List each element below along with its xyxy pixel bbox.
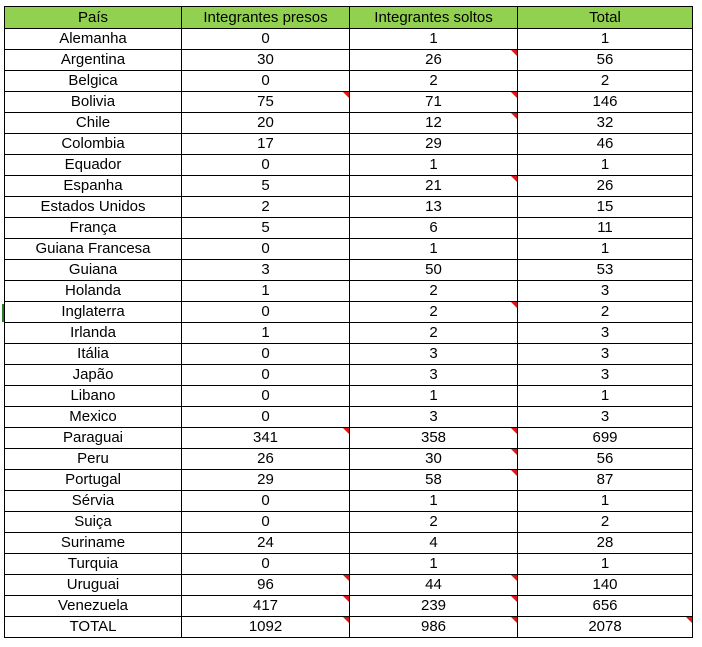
soltos-cell[interactable]: 2 — [350, 302, 518, 323]
header-cell-integrantes-soltos[interactable]: Integrantes soltos — [350, 7, 518, 29]
presos-cell[interactable]: 0 — [182, 302, 350, 323]
table-row — [5, 176, 693, 197]
total-cell[interactable]: 15 — [518, 197, 693, 218]
table-row — [5, 323, 693, 344]
table-row — [5, 218, 693, 239]
total-cell[interactable]: 1 — [518, 491, 693, 512]
table-row — [5, 281, 693, 302]
soltos-cell[interactable]: 3 — [350, 407, 518, 428]
presos-cell[interactable]: 0 — [182, 407, 350, 428]
presos-cell[interactable]: 5 — [182, 176, 350, 197]
soltos-cell[interactable]: 29 — [350, 134, 518, 155]
total-cell[interactable]: 1 — [518, 554, 693, 575]
country-cell[interactable]: Inglaterra — [5, 302, 182, 323]
table-row — [5, 29, 693, 50]
country-cell[interactable]: França — [5, 218, 182, 239]
presos-cell[interactable]: 0 — [182, 365, 350, 386]
soltos-cell[interactable]: 13 — [350, 197, 518, 218]
soltos-cell[interactable]: 71 — [350, 92, 518, 113]
soltos-cell[interactable]: 2 — [350, 71, 518, 92]
table-row — [5, 533, 693, 554]
country-cell[interactable]: Chile — [5, 113, 182, 134]
total-cell[interactable]: 32 — [518, 113, 693, 134]
table-row — [5, 512, 693, 533]
soltos-cell[interactable]: 1 — [350, 239, 518, 260]
presos-cell[interactable]: 0 — [182, 554, 350, 575]
soltos-cell[interactable]: 26 — [350, 50, 518, 71]
soltos-cell[interactable]: 239 — [350, 596, 518, 617]
country-cell[interactable]: Sérvia — [5, 491, 182, 512]
soltos-cell[interactable]: 2 — [350, 512, 518, 533]
total-cell[interactable]: 140 — [518, 575, 693, 596]
presos-cell[interactable]: 0 — [182, 386, 350, 407]
presos-cell[interactable]: 0 — [182, 239, 350, 260]
presos-cell[interactable]: 0 — [182, 491, 350, 512]
presos-cell[interactable]: 1 — [182, 281, 350, 302]
total-cell[interactable]: 56 — [518, 50, 693, 71]
table-row — [5, 50, 693, 71]
table-body — [5, 29, 693, 638]
table-row — [5, 113, 693, 134]
country-cell[interactable]: Belgica — [5, 71, 182, 92]
presos-cell[interactable]: 0 — [182, 512, 350, 533]
table-row — [5, 197, 693, 218]
total-cell[interactable]: 2 — [518, 71, 693, 92]
presos-cell[interactable]: 0 — [182, 155, 350, 176]
presos-cell[interactable]: 2 — [182, 197, 350, 218]
total-cell[interactable]: 3 — [518, 365, 693, 386]
table-row — [5, 302, 693, 323]
country-cell[interactable]: Guiana — [5, 260, 182, 281]
country-cell[interactable]: Bolivia — [5, 92, 182, 113]
total-cell[interactable]: 1 — [518, 29, 693, 50]
presos-cell[interactable]: 30 — [182, 50, 350, 71]
country-cell[interactable]: Venezuela — [5, 596, 182, 617]
country-cell[interactable]: Espanha — [5, 176, 182, 197]
country-cell[interactable]: Uruguai — [5, 575, 182, 596]
soltos-cell[interactable]: 1 — [350, 386, 518, 407]
country-cell[interactable]: Guiana Francesa — [5, 239, 182, 260]
soltos-cell[interactable]: 44 — [350, 575, 518, 596]
presos-cell[interactable]: 96 — [182, 575, 350, 596]
soltos-cell[interactable]: 1 — [350, 29, 518, 50]
table-row — [5, 134, 693, 155]
presos-cell[interactable]: 26 — [182, 449, 350, 470]
soltos-cell[interactable]: 1 — [350, 155, 518, 176]
soltos-cell[interactable]: 6 — [350, 218, 518, 239]
table-row — [5, 71, 693, 92]
table-row — [5, 596, 693, 617]
table-row — [5, 155, 693, 176]
presos-cell[interactable]: 75 — [182, 92, 350, 113]
table-row — [5, 92, 693, 113]
presos-cell[interactable]: 17 — [182, 134, 350, 155]
country-cell[interactable]: Argentina — [5, 50, 182, 71]
country-cell[interactable]: Portugal — [5, 470, 182, 491]
presos-cell[interactable]: 0 — [182, 344, 350, 365]
country-cell[interactable]: Suiça — [5, 512, 182, 533]
table-row — [5, 491, 693, 512]
soltos-cell[interactable]: 1 — [350, 491, 518, 512]
country-cell[interactable]: Colombia — [5, 134, 182, 155]
soltos-cell[interactable]: 1 — [350, 554, 518, 575]
country-cell[interactable]: Itália — [5, 344, 182, 365]
table-row — [5, 239, 693, 260]
soltos-cell[interactable]: 3 — [350, 344, 518, 365]
presos-cell[interactable]: 417 — [182, 596, 350, 617]
soltos-cell[interactable]: 2 — [350, 281, 518, 302]
total-cell[interactable]: 3 — [518, 281, 693, 302]
total-cell[interactable]: 28 — [518, 533, 693, 554]
total-cell[interactable]: 3 — [518, 323, 693, 344]
country-cell[interactable]: Irlanda — [5, 323, 182, 344]
presos-cell[interactable]: 1092 — [182, 617, 350, 638]
total-cell[interactable]: 2 — [518, 512, 693, 533]
table-row — [5, 260, 693, 281]
total-cell[interactable]: 87 — [518, 470, 693, 491]
table-row — [5, 554, 693, 575]
table-row — [5, 428, 693, 449]
country-cell[interactable]: Peru — [5, 449, 182, 470]
soltos-cell[interactable]: 50 — [350, 260, 518, 281]
presos-cell[interactable]: 341 — [182, 428, 350, 449]
country-cell[interactable]: Equador — [5, 155, 182, 176]
total-cell[interactable]: 699 — [518, 428, 693, 449]
country-cell[interactable]: Turquia — [5, 554, 182, 575]
presos-cell[interactable]: 29 — [182, 470, 350, 491]
soltos-cell[interactable]: 58 — [350, 470, 518, 491]
country-cell[interactable]: Estados Unidos — [5, 197, 182, 218]
presos-cell[interactable]: 5 — [182, 218, 350, 239]
total-cell[interactable]: 3 — [518, 344, 693, 365]
total-cell[interactable]: 26 — [518, 176, 693, 197]
soltos-cell[interactable]: 358 — [350, 428, 518, 449]
total-cell[interactable]: 1 — [518, 239, 693, 260]
country-cell[interactable]: Suriname — [5, 533, 182, 554]
country-cell[interactable]: Libano — [5, 386, 182, 407]
header-cell-integrantes-presos[interactable]: Integrantes presos — [182, 7, 350, 29]
soltos-cell[interactable]: 30 — [350, 449, 518, 470]
header-cell-total[interactable]: Total — [518, 7, 693, 29]
presos-cell[interactable]: 0 — [182, 29, 350, 50]
table-row — [5, 407, 693, 428]
table-row — [5, 386, 693, 407]
total-cell[interactable]: 1 — [518, 155, 693, 176]
country-cell[interactable]: Japão — [5, 365, 182, 386]
total-cell[interactable]: 56 — [518, 449, 693, 470]
total-cell[interactable]: 1 — [518, 386, 693, 407]
soltos-cell[interactable]: 4 — [350, 533, 518, 554]
country-cell[interactable]: Alemanha — [5, 29, 182, 50]
table-row — [5, 365, 693, 386]
table-row — [5, 575, 693, 596]
header-row — [5, 7, 693, 29]
country-cell[interactable]: Paraguai — [5, 428, 182, 449]
header-cell-pais[interactable]: País — [5, 7, 182, 29]
table-row — [5, 344, 693, 365]
soltos-cell[interactable]: 986 — [350, 617, 518, 638]
country-cell[interactable]: Holanda — [5, 281, 182, 302]
total-cell[interactable]: 2 — [518, 302, 693, 323]
total-cell[interactable]: 11 — [518, 218, 693, 239]
presos-cell[interactable]: 1 — [182, 323, 350, 344]
total-cell[interactable]: 46 — [518, 134, 693, 155]
total-cell[interactable]: 2078 — [518, 617, 693, 638]
presos-cell[interactable]: 0 — [182, 71, 350, 92]
country-cell[interactable]: Mexico — [5, 407, 182, 428]
table-row — [5, 470, 693, 491]
total-row — [5, 617, 693, 638]
total-cell[interactable]: 53 — [518, 260, 693, 281]
total-cell[interactable]: 146 — [518, 92, 693, 113]
soltos-cell[interactable]: 12 — [350, 113, 518, 134]
total-cell[interactable]: 3 — [518, 407, 693, 428]
presos-cell[interactable]: 3 — [182, 260, 350, 281]
spreadsheet-table — [4, 6, 693, 638]
soltos-cell[interactable]: 3 — [350, 365, 518, 386]
presos-cell[interactable]: 24 — [182, 533, 350, 554]
total-cell[interactable]: 656 — [518, 596, 693, 617]
table-row — [5, 449, 693, 470]
country-cell[interactable]: TOTAL — [5, 617, 182, 638]
soltos-cell[interactable]: 21 — [350, 176, 518, 197]
presos-cell[interactable]: 20 — [182, 113, 350, 134]
soltos-cell[interactable]: 2 — [350, 323, 518, 344]
